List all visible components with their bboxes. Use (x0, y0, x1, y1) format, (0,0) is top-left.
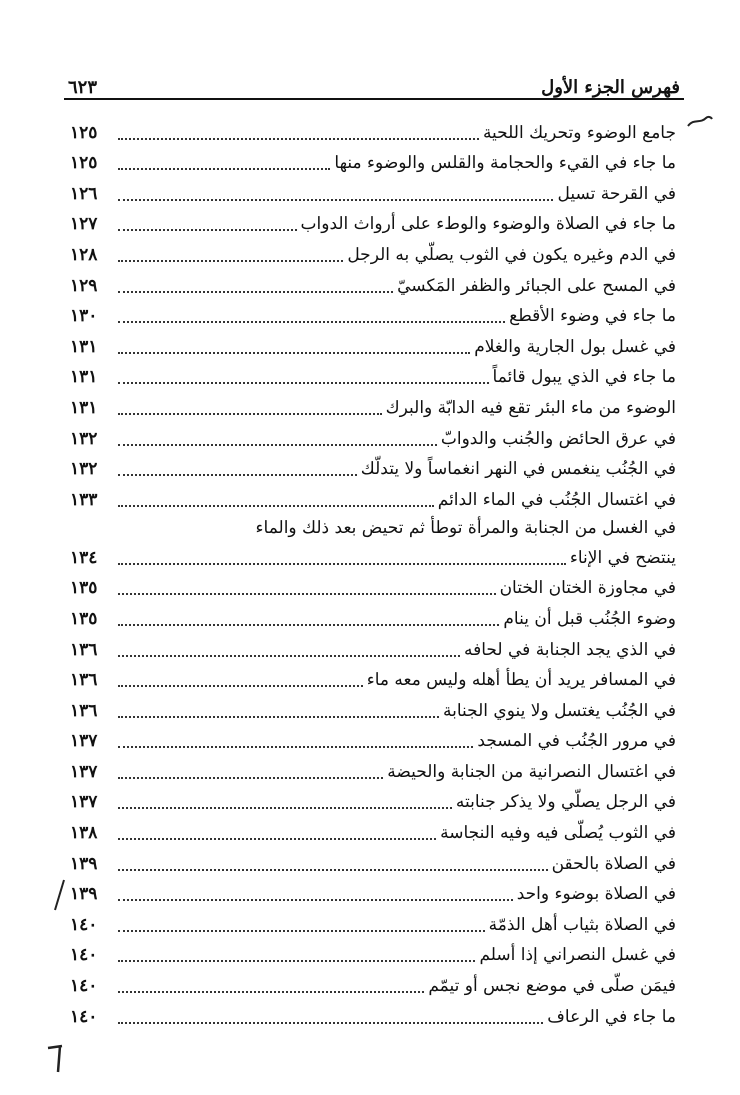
entry-page-number: ١٣٣ (70, 489, 98, 510)
entry-page-number: ١٣٧ (70, 761, 98, 782)
entry-page-number: ١٣٢ (70, 459, 98, 480)
entry-title: جامع الوضوء وتحريك اللحية (482, 122, 676, 143)
entry-page-number: ١٣٥ (70, 578, 98, 599)
leader-dots (118, 474, 357, 476)
entry-page-number: ١٤٠ (70, 945, 98, 966)
leader-dots (118, 593, 496, 595)
entry-page-number: ١٣٦ (70, 670, 98, 691)
toc-entry (70, 599, 676, 630)
entry-title: في المسح على الجبائر والظفر المَكسيّ (397, 275, 676, 296)
entry-page-number: ١٣٧ (70, 731, 98, 752)
toc-entry (70, 419, 676, 450)
entry-title: في المسافر يريد أن يطأ أهله وليس معه ماء (366, 670, 676, 691)
toc-entry (70, 205, 676, 236)
handwritten-slash-icon (50, 878, 68, 912)
toc-entry (70, 358, 676, 389)
entry-page-number: ١٤٠ (70, 1006, 98, 1027)
toc-entry (70, 813, 676, 844)
entry-page-number: ١٣٩ (70, 884, 98, 905)
toc-entry (70, 174, 676, 205)
toc-entry (70, 997, 676, 1028)
entry-page-number: ١٣١ (70, 367, 98, 388)
toc-entry (70, 936, 676, 967)
handwritten-mark-icon (686, 114, 714, 130)
entry-title: في الجُنُب يغتسل ولا ينوي الجنابة (442, 700, 676, 721)
leader-dots (118, 199, 553, 201)
toc-entry (70, 266, 676, 297)
leader-dots (118, 807, 452, 809)
toc-entry (70, 388, 676, 419)
entry-page-number: ١٣١ (70, 397, 98, 418)
entry-title: في الصلاة بالحقن (551, 853, 676, 874)
entry-title: في الصلاة بوضوء واحد (516, 884, 676, 905)
leader-dots (118, 960, 475, 962)
toc-entry (70, 844, 676, 875)
entry-page-number: ١٣٧ (70, 792, 98, 813)
entry-page-number: ١٤٠ (70, 914, 98, 935)
leader-dots (118, 563, 566, 565)
entry-title: في غسل بول الجارية والغلام (474, 336, 676, 357)
toc-entry (70, 113, 676, 144)
page-header (68, 66, 680, 98)
toc-entry (70, 450, 676, 481)
entry-title: في الصلاة بثياب أهل الذمّة (488, 914, 676, 935)
leader-dots (118, 291, 393, 293)
entry-title: في الثوب يُصلّى فيه وفيه النجاسة (440, 823, 676, 844)
entry-title: فيمَن صلّى في موضع نجس أو تيمّم (428, 976, 676, 997)
entry-page-number: ١٣٩ (70, 853, 98, 874)
entry-title: ما جاء في الذي يبول قائماً (492, 367, 676, 388)
leader-dots (118, 899, 513, 901)
entry-title: في الغسل من الجنابة والمرأة توطأ ثم تحيض بعد ذلك والماء (255, 517, 676, 538)
leader-dots (118, 352, 470, 354)
header-rule (64, 98, 684, 100)
leader-dots (118, 138, 479, 140)
toc-entry (70, 569, 676, 600)
entry-title: في القرحة تسيل (557, 183, 676, 204)
entry-page-number: ١٣٥ (70, 608, 98, 629)
entry-page-number: ١٣٤ (70, 547, 98, 568)
leader-dots (118, 930, 485, 932)
entry-title-continuation: ينتضح في الإناء (569, 547, 676, 568)
entry-page-number: ١٣٦ (70, 639, 98, 660)
toc-entry (70, 905, 676, 936)
toc-entry (70, 511, 676, 539)
entry-page-number: ١٣٢ (70, 428, 98, 449)
toc-entry (70, 783, 676, 814)
entry-title: في مرور الجُنُب في المسجد (477, 731, 676, 752)
leader-dots (118, 838, 436, 840)
entry-page-number: ١٣٠ (70, 306, 98, 327)
toc-entry (70, 480, 676, 511)
entry-title: ما جاء في الرعاف (547, 1006, 676, 1027)
leader-dots (118, 382, 489, 384)
entry-page-number: ١٢٥ (70, 122, 98, 143)
entry-title: في الرجل يصلّي ولا يذكر جنابته (455, 792, 676, 813)
handwritten-stroke-icon (44, 1040, 70, 1074)
leader-dots (118, 1022, 543, 1024)
leader-dots (118, 444, 437, 446)
entry-page-number: ١٣١ (70, 336, 98, 357)
toc-entry (70, 966, 676, 997)
toc-entry (70, 691, 676, 722)
toc-entry (70, 630, 676, 661)
entry-title: في الذي يجد الجنابة في لحافه (464, 639, 676, 660)
leader-dots (118, 505, 434, 507)
entry-title: في اغتسال النصرانية من الجنابة والحيضة (387, 761, 676, 782)
leader-dots (118, 991, 424, 993)
leader-dots (118, 229, 297, 231)
table-of-contents (70, 113, 676, 1028)
leader-dots (118, 260, 343, 262)
entry-page-number: ١٣٦ (70, 700, 98, 721)
leader-dots (118, 655, 460, 657)
toc-entry (70, 144, 676, 175)
toc-entry (70, 722, 676, 753)
running-title: فهرس الجزء الأول (541, 77, 680, 98)
toc-entry-continuation (70, 539, 676, 569)
entry-title: في عرق الحائض والجُنب والدوابّ (440, 428, 676, 449)
leader-dots (118, 321, 505, 323)
leader-dots (118, 624, 499, 626)
leader-dots (118, 716, 439, 718)
entry-title: في غسل النصراني إذا أسلم (479, 945, 676, 966)
toc-entry (70, 661, 676, 692)
entry-page-number: ١٢٦ (70, 183, 98, 204)
entry-title: في الجُنُب ينغمس في النهر انغماساً ولا يتدلّك (360, 459, 676, 480)
entry-title: في اغتسال الجُنُب في الماء الدائم (437, 489, 676, 510)
leader-dots (118, 413, 382, 415)
entry-title: ما جاء في القيء والحجامة والقلس والوضوء منها (334, 153, 676, 174)
leader-dots (118, 746, 473, 748)
leader-dots (118, 685, 363, 687)
leader-dots (118, 168, 330, 170)
entry-page-number: ١٣٨ (70, 823, 98, 844)
entry-title: ما جاء في الصلاة والوضوء والوطء على أرواث الدواب (300, 214, 676, 235)
entry-title: في الدم وغيره يكون في الثوب يصلّي به الرجل (347, 244, 676, 265)
entry-page-number: ١٢٩ (70, 275, 98, 296)
entry-page-number: ١٤٠ (70, 976, 98, 997)
leader-dots (118, 777, 383, 779)
toc-entry (70, 327, 676, 358)
entry-page-number: ١٢٨ (70, 244, 98, 265)
toc-entry (70, 235, 676, 266)
leader-dots (118, 869, 548, 871)
entry-page-number: ١٢٧ (70, 214, 98, 235)
entry-title: ما جاء في وضوء الأقطع (509, 306, 676, 327)
toc-entry (70, 875, 676, 906)
toc-entry (70, 752, 676, 783)
entry-page-number: ١٢٥ (70, 153, 98, 174)
toc-entry (70, 297, 676, 328)
entry-title: في مجاوزة الختان الختان (499, 578, 676, 599)
page-number: ٦٢٣ (68, 77, 98, 98)
entry-title: وضوء الجُنُب قبل أن ينام (503, 608, 676, 629)
entry-title: الوضوء من ماء البئر تقع فيه الدابّة والبرك (385, 397, 676, 418)
